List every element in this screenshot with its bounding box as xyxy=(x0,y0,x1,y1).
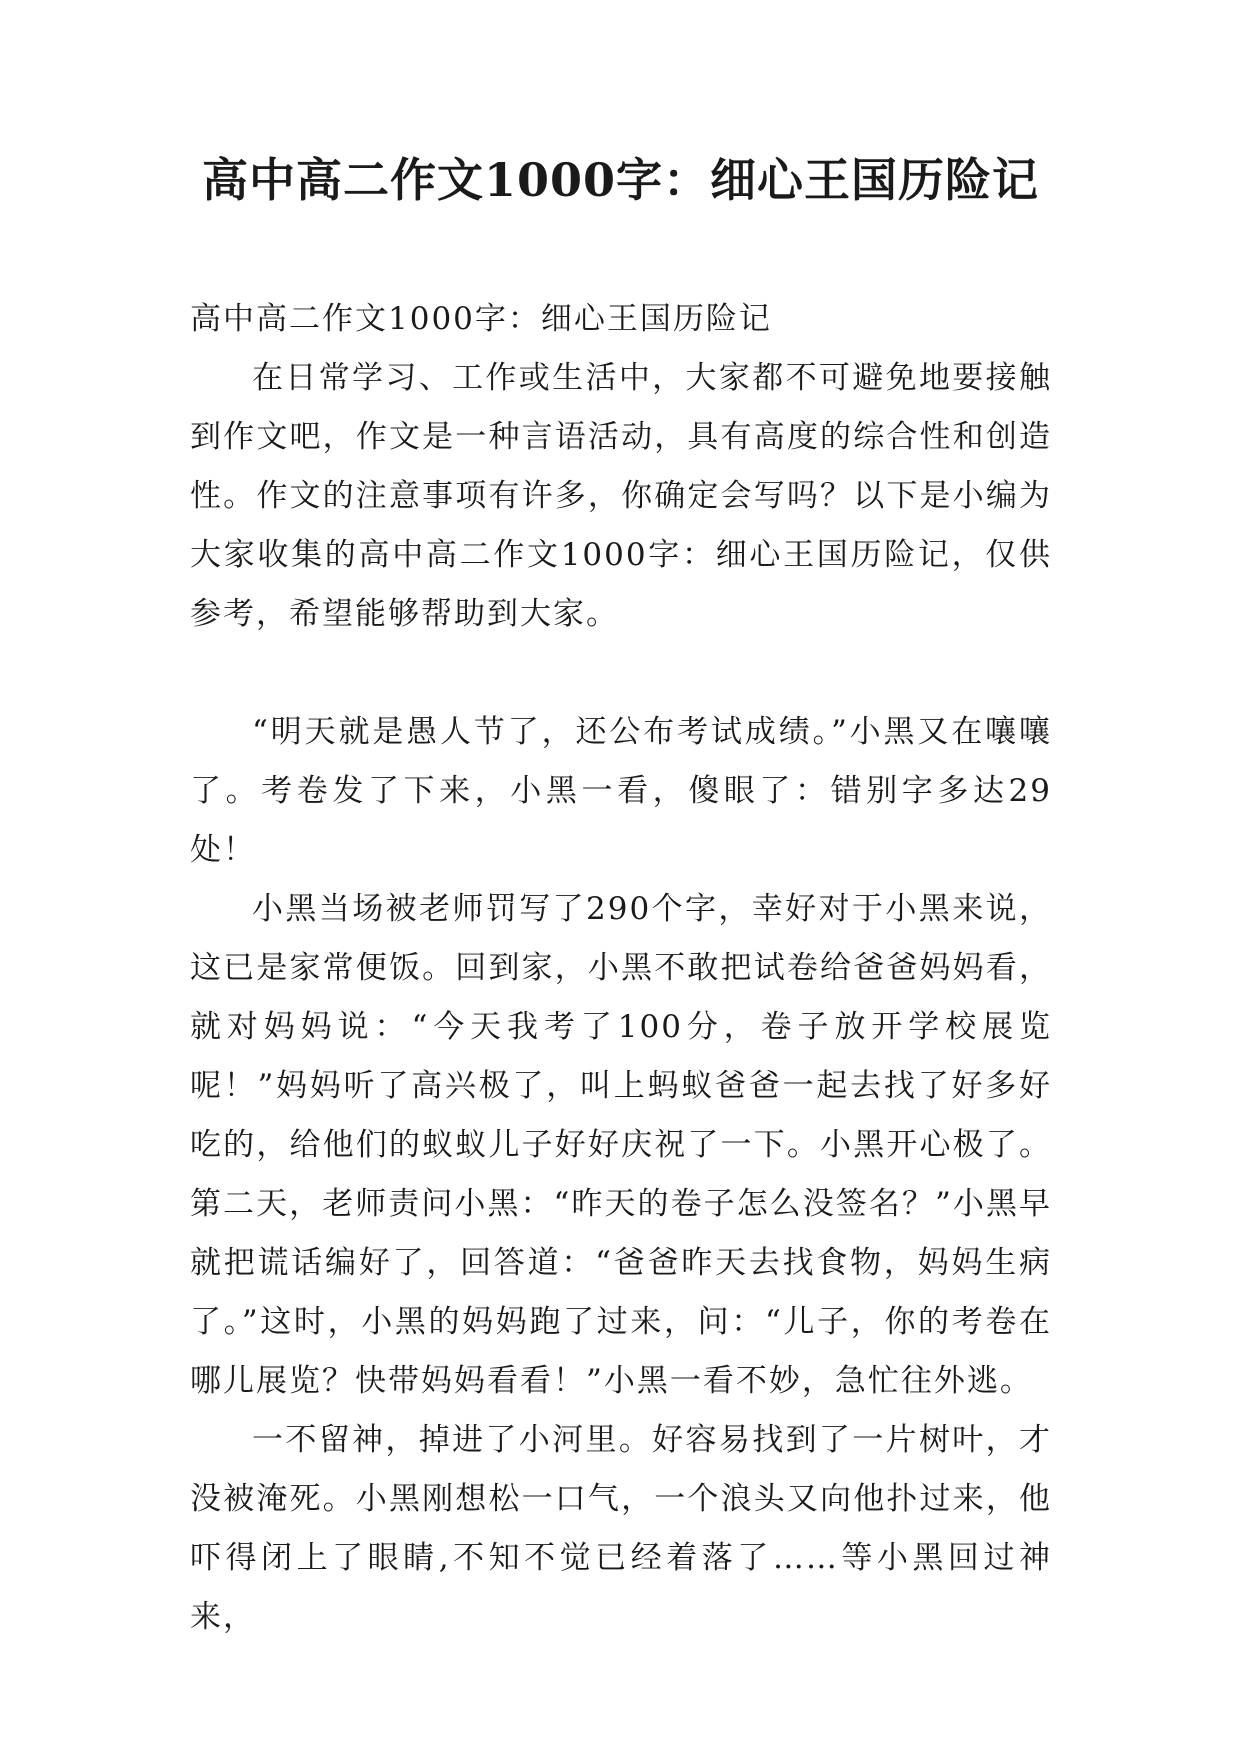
paragraph-spacer xyxy=(190,644,1052,703)
body-paragraph-3: 一不留神，掉进了小河里。好容易找到了一片树叶，才没被淹死。小黑刚想松一口气，一个浪头又向他扑过来，他吓得闭上了眼睛,不知不觉已经着落了……等小黑回过神来， xyxy=(190,1422,1052,1635)
document-body xyxy=(190,290,1052,1647)
body-paragraph-1: “明天就是愚人节了，还公布考试成绩。”小黑又在嚷嚷了。考卷发了下来，小黑一看，傻眼了：错别字多达29处！ xyxy=(190,714,1052,868)
document-subtitle: 高中高二作文1000字：细心王国历险记 xyxy=(190,301,772,337)
body-paragraph-2: 小黑当场被老师罚写了290个字，幸好对于小黑来说，这已是家常便饭。回到家，小黑不敢把试卷给爸爸妈妈看，就对妈妈说：“今天我考了100分，卷子放开学校展览呢！”妈妈听了高兴极了，叫上蚂蚁爸爸一起去找了好多好吃的，给他们的蚁蚁儿子好好庆祝了一下。小黑开心极了。第二天，老师责问小黑：“昨天的卷子怎么没签名？”小黑早就把谎话编好了，回答道：“爸爸昨天去找食物，妈妈生病了。”这时，小黑的妈妈跑了过来，问：“儿子，你的考卷在哪儿展览？快带妈妈看看！”小黑一看不妙，急忙往外逃。 xyxy=(190,891,1052,1399)
document-title: 高中高二作文1000字：细心王国历险记 xyxy=(201,153,1040,207)
intro-paragraph: 在日常学习、工作或生活中，大家都不可避免地要接触到作文吧，作文是一种言语活动，具有高度的综合性和创造性。作文的注意事项有许多，你确定会写吗？以下是小编为大家收集的高中高二作文1000字：细心王国历险记，仅供参考，希望能够帮助到大家。 xyxy=(190,360,1052,632)
